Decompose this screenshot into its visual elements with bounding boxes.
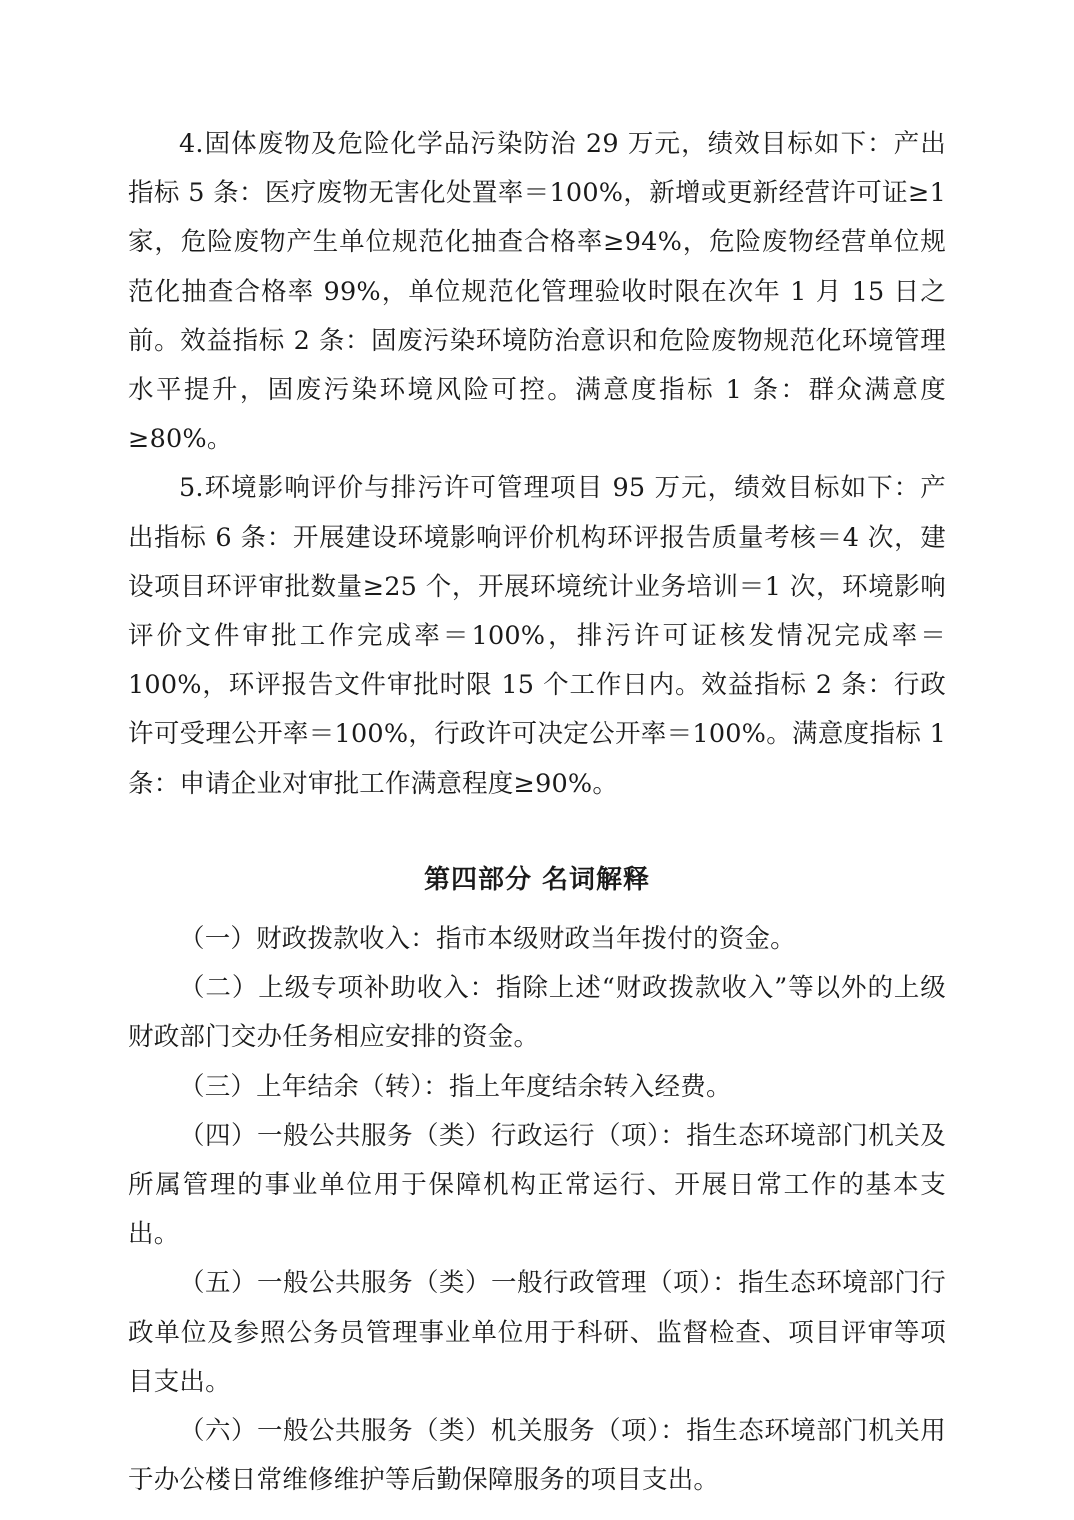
section-heading-part-four: 第四部分 名词解释	[423, 864, 651, 895]
glossary-item-3: （三）上年结余（转）：指上年度结余转入经费。	[179, 1071, 732, 1102]
paragraph-item-4: 4.固体废物及危险化学品污染防治 29 万元，绩效目标如下：产出指标 5 条：医疗废物无害化处置率＝100%，新增或更新经营许可证≥1 家，危险废物产生单位规范化抽查合格率≥94%，危险废物经营单位规范化抽查合格率 99%，单位规范化管理验收时限在次年 1 月 15 日之前。效益指标 2 条：固废污染环境防治意识和危险废物规范化环境管理水平提升，固废污染环境风险可控。满意度指标 1 条：群众满意度≥80%。	[128, 129, 946, 455]
document-body	[128, 120, 946, 1505]
glossary-item-4: （四）一般公共服务（类）行政运行（项）：指生态环境部门机关及所属管理的事业单位用于保障机构正常运行、开展日常工作的基本支出。	[128, 1120, 946, 1250]
paragraph-item-5: 5.环境影响评价与排污许可管理项目 95 万元，绩效目标如下：产出指标 6 条：开展建设环境影响评价机构环评报告质量考核＝4 次，建设项目环评审批数量≥25 个，开展环境统计业务培训＝1 次，环境影响评价文件审批工作完成率＝100%，排污许可证核发情况完成率＝100%，环评报告文件审批时限 15 个工作日内。效益指标 2 条：行政许可受理公开率＝100%，行政许可决定公开率＝100%。满意度指标 1 条：申请企业对审批工作满意程度≥90%。	[128, 473, 946, 799]
glossary-item-1: （一）财政拨款收入：指市本级财政当年拨付的资金。	[179, 924, 796, 955]
glossary-item-5: （五）一般公共服务（类）一般行政管理（项）：指生态环境部门行政单位及参照公务员管理事业单位用于科研、监督检查、项目评审等项目支出。	[128, 1268, 946, 1397]
glossary-item-2: （二）上级专项补助收入：指除上述“财政拨款收入”等以外的上级财政部门交办任务相应安排的资金。	[128, 973, 946, 1053]
glossary-item-6: （六）一般公共服务（类）机关服务（项）：指生态环境部门机关用于办公楼日常维修维护等后勤保障服务的项目支出。	[128, 1416, 946, 1496]
